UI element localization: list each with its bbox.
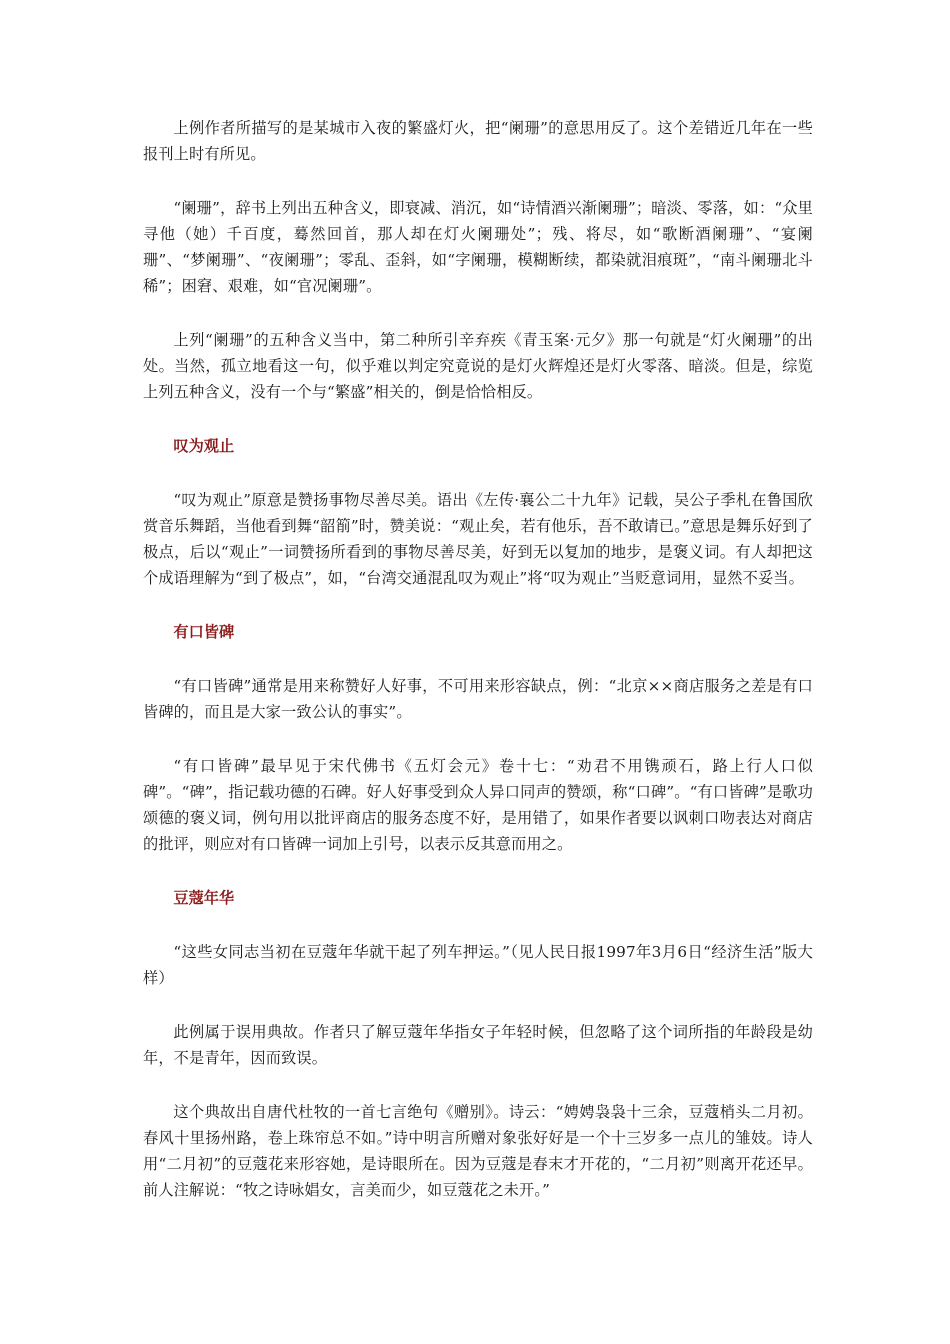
intro-paragraph-1: 上例作者所描写的是某城市入夜的繁盛灯火，把“阑珊”的意思用反了。这个差错近几年在一些报刊上时有所见。 <box>143 119 813 163</box>
section-tanweiguanzhi <box>143 433 813 591</box>
document-page <box>143 115 813 1231</box>
section-doukounianhua <box>143 885 813 1203</box>
section-paragraph: “有口皆碑”通常是用来称赞好人好事，不可用来形容缺点，例：“北京××商店服务之差是有口皆碑的，而且是大家一致公认的事实”。 <box>143 677 813 721</box>
section-youkoujiebei <box>143 619 813 857</box>
section-heading: 豆蔻年华 <box>173 889 235 907</box>
intro-section <box>143 115 813 405</box>
intro-paragraph-2: “阑珊”，辞书上列出五种含义，即衰减、消沉，如“诗情酒兴渐阑珊”；暗淡、零落，如：“众里寻他（她）千百度，蓦然回首，那人却在灯火阑珊处”；残、将尽，如“歌断酒阑珊”、“宴阑珊”、“梦阑珊”、“夜阑珊”；零乱、歪斜，如“字阑珊，模糊断续，都染就泪痕斑”，“南斗阑珊北斗稀”；困窘、艰难，如“官况阑珊”。 <box>143 199 813 295</box>
section-heading: 叹为观止 <box>173 437 235 455</box>
section-paragraph: 此例属于误用典故。作者只了解豆蔻年华指女子年轻时候，但忽略了这个词所指的年龄段是幼年，不是青年，因而致误。 <box>143 1023 813 1067</box>
intro-paragraph-3: 上列“阑珊”的五种含义当中，第二种所引辛弃疾《青玉案·元夕》那一句就是“灯火阑珊”的出处。当然，孤立地看这一句，似乎难以判定究竟说的是灯火辉煌还是灯火零落、暗淡。但是，综览上列五种含义，没有一个与“繁盛”相关的，倒是恰恰相反。 <box>143 331 813 401</box>
section-paragraph: “叹为观止”原意是赞扬事物尽善尽美。语出《左传·襄公二十九年》记载，吴公子季札在鲁国欣赏音乐舞蹈，当他看到舞“韶箾”时，赞美说：“观止矣，若有他乐，吾不敢请已。”意思是舞乐好到了极点，后以“观止”一词赞扬所看到的事物尽善尽美，好到无以复加的地步，是褒义词。有人却把这个成语理解为“到了极点”，如，“台湾交通混乱叹为观止”将“叹为观止”当贬意词用，显然不妥当。 <box>143 491 813 587</box>
section-heading: 有口皆碑 <box>173 623 235 641</box>
section-paragraph: “有口皆碑”最早见于宋代佛书《五灯会元》卷十七：“劝君不用镌顽石，路上行人口似碑”。“碑”，指记载功德的石碑。好人好事受到众人异口同声的赞颂，称“口碑”。“有口皆碑”是歌功颂德的褒义词，例句用以批评商店的服务态度不好，是用错了，如果作者要以讽刺口吻表达对商店的批评，则应对有口皆碑一词加上引号，以表示反其意而用之。 <box>143 757 813 853</box>
section-paragraph: 这个典故出自唐代杜牧的一首七言绝句《赠别》。诗云：“娉娉袅袅十三余，豆蔻梢头二月初。春风十里扬州路，卷上珠帘总不如。”诗中明言所赠对象张好好是一个十三岁多一点儿的雏妓。诗人用“二月初”的豆蔻花来形容她，是诗眼所在。因为豆蔻是春末才开花的，“二月初”则离开花还早。前人注解说：“牧之诗咏娼女，言美而少，如豆蔻花之未开。” <box>143 1103 813 1199</box>
section-paragraph: “这些女同志当初在豆蔻年华就干起了列车押运。”（见人民日报1997年3月6日“经济生活”版大样） <box>143 943 813 987</box>
